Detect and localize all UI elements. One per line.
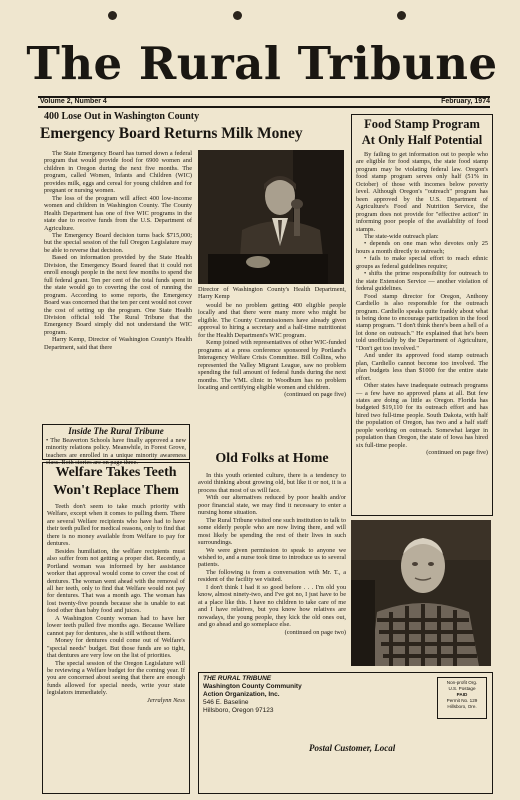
milk-continued: (continued on page five) [284,391,346,399]
volume-number: Volume 2, Number 4 [40,98,107,105]
milk-article-col2 [198,302,346,399]
permit-box [437,677,487,719]
mailer-line: THE RURAL TRIBUNE [203,675,272,682]
permit-line: U.S. Postage [448,686,476,691]
punch-hole-center [233,11,242,20]
milk-article-col1 [44,150,192,351]
milk-para: Kemp joined with representatives of other WIC-funded programs at a press conference sponsored by Portland's Interagency Welfare Crisis Committee. Bill Collins, who represented the Valley Migrant League, saw no problem spending the full amount of federal funds during the next months. The VML clinic in Woodburn has no problem locating and certifying eligible women and children. [198,339,346,391]
photo-caption: Director of Washington County's Health Department, Harry Kemp [198,286,346,301]
elderly-man-photo [351,520,491,666]
milk-para: Based on information provided by the State Health Division, the Emergency Board feared that it could not enroll enough people in the next few months to spend the full federal grant. Ten per cent of the total funds spent in the state would go to covering the cost of running the program. According to some reports, the Emergency Board was concerned that the ten per cent would not cover the cost of setting up the program. One State Health Division official told The Rural Tribune that the Emergency Board simply did not understand the WIC program. [44,254,192,336]
old-folks-para: In this youth oriented culture, there is a tendency to avoid thinking about growing old, but like it or not, it is a process that most of us will face. [198,472,346,494]
harry-kemp-photo [198,150,344,284]
welfare-article [43,500,189,704]
inside-box [42,424,190,467]
punch-hole-left [108,11,117,20]
mailer-line: Hillsboro, Oregon 97123 [203,707,274,714]
food-stamp-para: • depends on one man who devotes only 25 hours a month directly to outreach; [356,240,488,255]
mailer-address [203,675,302,715]
mailer-line: Action Organization, Inc. [203,691,280,698]
food-stamp-headline-1: Food Stamp Program [364,117,480,131]
permit-line: Permit No. 129 [446,698,478,703]
milk-para: The State Emergency Board has turned down a federal program that would provide food for 6900 women and children in Oregon during the next five months. The program, called Women, Infants and Children (WIC) provides milk, eggs and cereal for young children and for pregnant or nursing women. [44,150,192,195]
food-stamp-para: • fails to make special effort to reach ethnic groups as federal guidelines require; [356,255,488,270]
welfare-headline-1: Welfare Takes Teeth [55,465,177,480]
food-stamp-headline-2: At Only Half Potential [361,133,483,147]
issue-date: February, 1974 [441,98,490,105]
milk-para: The Emergency Board decision turns back $715,000; but the special session of the full Oregon Legislature may be able to reverse that decision. [44,231,192,254]
welfare-byline: Jerralynn Ness [147,696,185,704]
food-stamp-para: By failing to get information out to people who are eligible for food stamps, the state food stamp program may be violating federal law. Oregon's food stamp program serves only half (51% in October) of those with incomes below poverty level. Although Oregon's "outreach" program has been approved by the U.S. Department of Agriculture's Food and Nutrition Service, the program does not provide for "effective action" in informing poor people of the availability of food stamps. [356,151,488,233]
masthead-title: The Rural Tribune [26,37,498,90]
punch-hole-right [397,11,406,20]
food-stamp-para: • shifts the prime responsibility for outreach to the state Extension Service — another violation of federal guidelines. [356,270,488,293]
old-folks-para: I don't think I had it so good before . . . I'm old you know, almost ninety-two, and I've got no, I just have to be at a place like this. I have no children to take care of me and I have relatives, but you know how relatives are nowadays, the young people, they kick the old ones out, and go ahead and go someplace else. [198,583,346,629]
inside-box-text: • The Beaverton Schools have finally approved a new minority relations policy. Meanwhile, in Forest Grove, teachers are enrolled in a unique minority awareness class. Both stories are on page three. [46,437,186,467]
old-folks-para: With our alternatives reduced by poor health and/or poor financial state, we may find it necessary to enter a nursing home situation. [198,494,346,517]
postal-customer: Postal Customer, Local [309,743,396,753]
food-stamp-para: The state-wide outreach plan: [364,232,439,240]
welfare-para: Money for dentures could come out of Welfare's "special needs" budget. But those funds are so tight, that dentures are very low on the list of priorities. [47,637,185,660]
food-stamp-continued: (continued on page five) [426,449,488,457]
milk-para: Harry Kemp, Director of Washington County's Health Department, said that there [44,336,192,351]
inside-box-title: Inside The Rural Tribune [68,426,164,436]
permit-line: Non-profit Org. [446,680,478,685]
food-stamp-article [352,148,492,457]
welfare-para: The special session of the Oregon Legislature will be reviewing a Welfare budget for the coming year. If you are concerned about seeing that there are enough funds allowed for special needs, write your state legislators immediately. [47,659,185,697]
permit-line: Hillsboro, Ore. [447,704,477,709]
food-stamp-para: And under its approved food stamp outreach plan, Cardiello cannot become too involved. The plan budgets less than $1000 for the entire state effort. [356,352,488,382]
milk-para: would be no problem getting 400 eligible people locally and that there were many more who might be eligible. The County Commissioners have already given approval to hiring a secretary and a half-time nutritionist for the Health Department's WIC program. [198,302,346,339]
welfare-box [42,462,190,794]
old-folks-para: The following is from a conversation with Mr. T., a resident of the facility we visited. [198,568,346,584]
milk-headline: Emergency Board Returns Milk Money [40,125,303,142]
old-folks-para: We were given permission to speak to anyone we wished to, and a nurse took time to introduce us to several patients. [198,546,346,569]
food-stamp-para: Other states have inadequate outreach programs — a few have no approved plans at all. But few states are doing as little as Oregon. Florida has budgeted $19,110 for its outreach effort and has hired two full-time people. South Dakota, with half the population of Oregon, has two and a half staff people working on outreach. Somewhat larger in population than Oregon, the state of Iowa has hired six full-time people. [356,382,488,449]
welfare-para: Besides humiliation, the welfare recipients must also suffer from not getting a proper diet. Recently, a Portland woman was informed by her assistance worker that approval would come to cover the cost of dentures. The woman went ahead with the removal of all her teeth, only to find that Welfare would not pay for dentures. That was a month ago. The woman has lost twenty-five pounds because she is unable to eat food other than baby food and juices. [47,547,185,615]
masthead-rule-bottom [38,106,490,108]
food-stamp-box [351,114,493,516]
old-folks-para: The Rural Tribune visited one such institution to talk to some elderly people who are now living there, and will most likely be spending the rest of their lives in such surroundings. [198,516,346,547]
kicker-headline: 400 Lose Out in Washington County [44,111,200,122]
old-folks-article [198,472,346,636]
welfare-para: A Washington County woman had to have her lower teeth pulled five months ago. Because Welfare cannot pay for dentures, she is still without them. [47,614,185,637]
permit-line: PAID [456,692,468,697]
food-stamp-para: Food stamp director for Oregon, Anthony Cardiello is also responsible for the outreach program. Cardiello speaks quite frankly about what is being done to encourage participation in the food stamp program. "I don't think there's been a hell of a lot done on outreach." He explained that he's been told unofficially by the Department of Agriculture, "Don't get too involved." [356,292,488,352]
old-folks-continued: (continued on page two) [284,628,346,636]
mailer-line: Washington County Community [203,683,302,690]
mailer-box [198,672,493,794]
milk-para: The loss of the program will affect 400 low-income women and children in Washington County. The County Health Department has one of five WIC programs in the state due to receive funds from the U.S. Department of Agriculture. [44,194,192,232]
welfare-para: Teeth don't seem to take much priority with Welfare, except when it comes to pulling them. There are several Welfare recipients who have had to have their teeth pulled for medical reasons, only to find that there is no money available from Welfare to pay for dentures. [47,503,185,548]
welfare-headline-2: Won't Replace Them [53,483,179,498]
old-folks-headline: Old Folks at Home [215,451,329,466]
mailer-line: 546 E. Baseline [203,699,249,706]
